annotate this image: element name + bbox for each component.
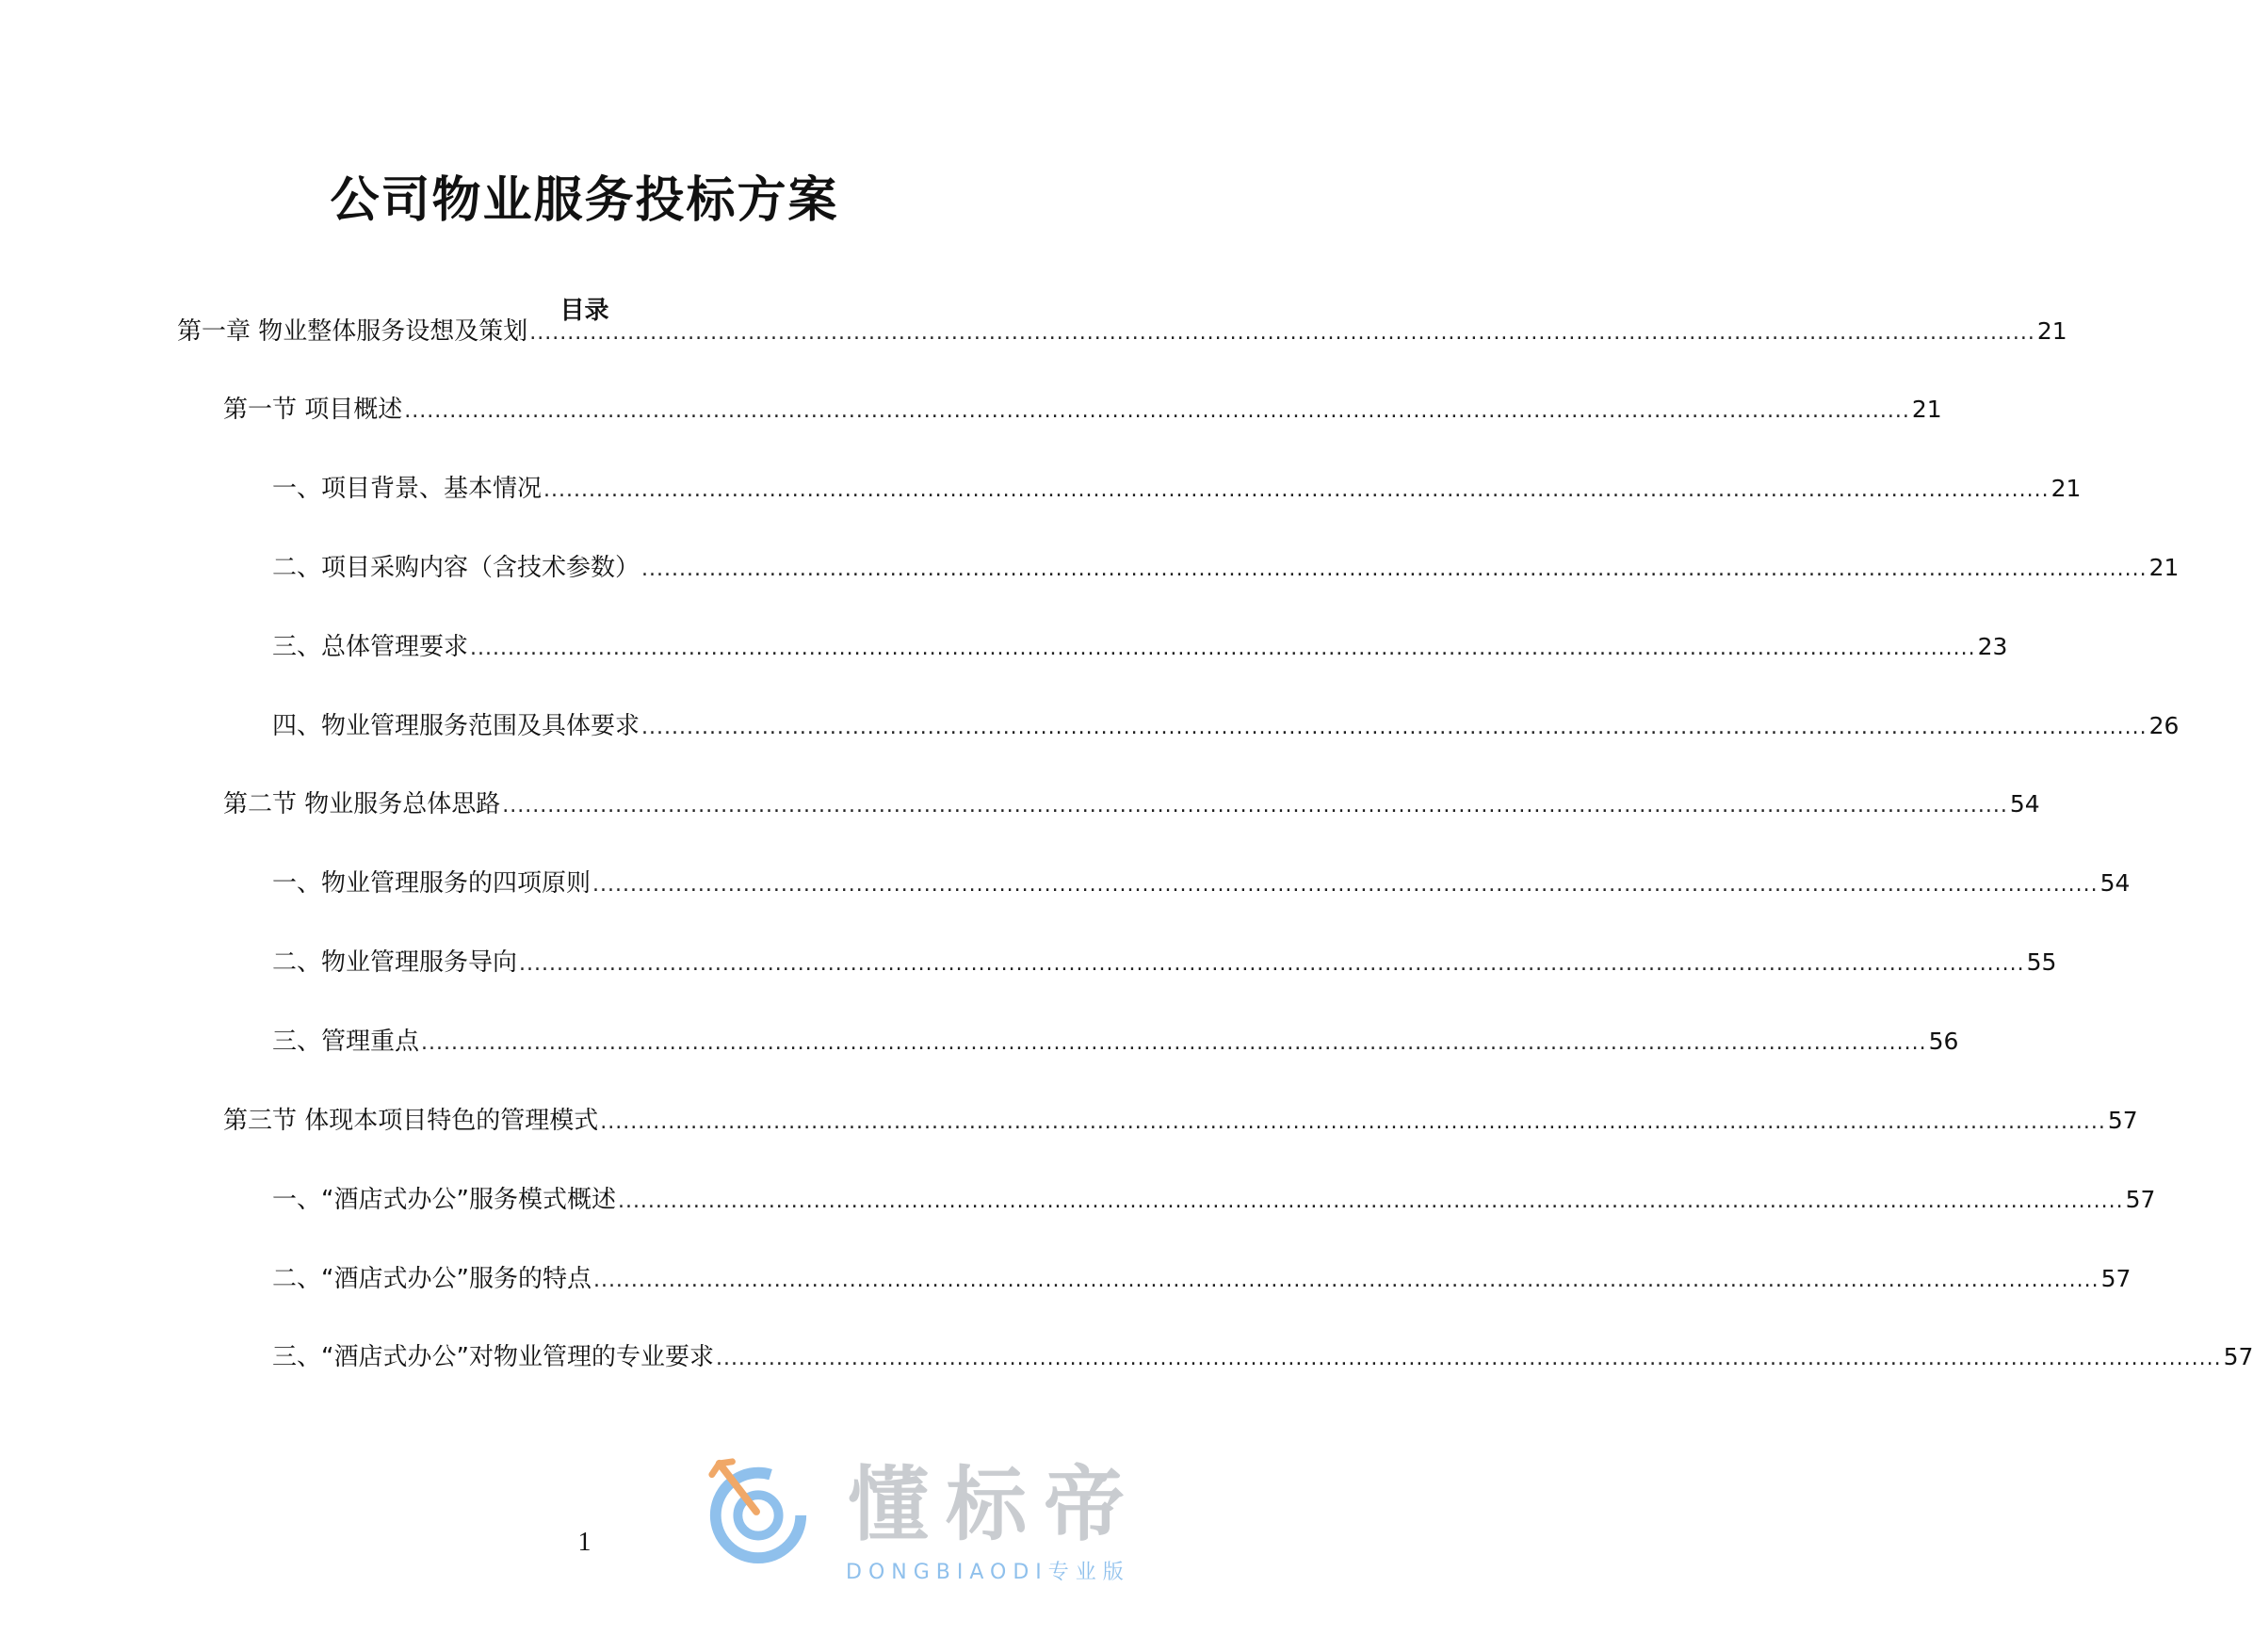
toc-leader: ........................................................................................................................................................................................................ xyxy=(543,478,2050,502)
toc-entry-label: 第一节 项目概述 xyxy=(223,396,403,424)
toc-entry-page: 21 xyxy=(2148,554,2180,581)
toc-leader: ........................................................................................................................................................................................................ xyxy=(421,1031,1927,1055)
toc-leader: ........................................................................................................................................................................................................ xyxy=(519,952,2025,976)
toc-leader: ........................................................................................................................................................................................................ xyxy=(641,716,2148,739)
toc-entry-page: 57 xyxy=(2107,1107,2138,1134)
toc-leader: ........................................................................................................................................................................................................ xyxy=(404,399,1910,423)
toc-entry-page: 21 xyxy=(2036,317,2067,345)
toc-leader: ........................................................................................................................................................................................................ xyxy=(600,1110,2106,1134)
toc-entry-label: 一、“酒店式办公”服务模式概述 xyxy=(272,1186,616,1214)
toc-entry-page: 57 xyxy=(2125,1186,2156,1213)
watermark-logo xyxy=(697,1447,1169,1652)
toc-leader: ........................................................................................................................................................................................................ xyxy=(617,1190,2124,1213)
toc-entry-label: 第三节 体现本项目特色的管理模式 xyxy=(223,1107,599,1135)
toc-entry-label: 二、项目采购内容（含技术参数） xyxy=(272,554,640,582)
toc-leader: ........................................................................................................................................................................................................ xyxy=(592,873,2099,897)
toc-leader: ........................................................................................................................................................................................................ xyxy=(502,794,2008,818)
toc-entry-page: 21 xyxy=(1911,396,1942,423)
toc-entry-page: 57 xyxy=(2100,1265,2131,1292)
toc-entry-page: 21 xyxy=(2050,475,2082,502)
toc-entry-label: 一、物业管理服务的四项原则 xyxy=(272,869,592,898)
document-title: 公司物业服务投标方案 xyxy=(330,172,839,229)
toc-entry-chapter[interactable] xyxy=(177,315,2067,348)
toc-entry-section[interactable] xyxy=(223,787,2040,821)
toc-entry-label: 二、物业管理服务导向 xyxy=(272,948,518,977)
page-number: 1 xyxy=(577,1528,592,1557)
toc-entry-subsection[interactable] xyxy=(272,946,2057,980)
toc-entry-label: 第一章 物业整体服务设想及策划 xyxy=(177,317,528,346)
toc-entry-subsection[interactable] xyxy=(272,709,2180,743)
toc-leader: ........................................................................................................................................................................................................ xyxy=(529,321,2035,345)
toc-entry-section[interactable] xyxy=(223,393,1942,427)
target-arrow-icon xyxy=(703,1454,814,1565)
watermark-subtext: DONGBIAODI专业版 xyxy=(846,1561,1130,1584)
toc-entry-subsection[interactable] xyxy=(272,1262,2131,1296)
toc-entry-page: 26 xyxy=(2148,712,2180,739)
toc-entry-section[interactable] xyxy=(223,1104,2138,1138)
toc-leader: ........................................................................................................................................................................................................ xyxy=(592,1269,2099,1292)
toc-entry-label: 二、“酒店式办公”服务的特点 xyxy=(272,1265,592,1293)
toc-entry-subsection[interactable] xyxy=(272,1025,1959,1059)
toc-entry-page: 56 xyxy=(1928,1028,1959,1055)
toc-entry-page: 54 xyxy=(2009,790,2040,818)
toc-entry-label: 三、总体管理要求 xyxy=(272,633,469,661)
toc-entry-subsection[interactable] xyxy=(272,1340,2253,1374)
watermark-brand: 懂标帝 xyxy=(848,1458,1142,1552)
toc-entry-label: 一、项目背景、基本情况 xyxy=(272,475,543,503)
toc-heading: 目录 xyxy=(559,297,609,325)
toc-entry-page: 23 xyxy=(1977,633,2008,660)
toc-entry-subsection[interactable] xyxy=(272,630,2008,664)
toc-entry-subsection[interactable] xyxy=(272,551,2180,585)
toc-leader: ........................................................................................................................................................................................................ xyxy=(715,1347,2222,1370)
toc-entry-page: 57 xyxy=(2223,1343,2253,1370)
toc-leader: ........................................................................................................................................................................................................ xyxy=(470,637,1976,660)
toc-leader: ........................................................................................................................................................................................................ xyxy=(641,558,2148,581)
toc-entry-label: 第二节 物业服务总体思路 xyxy=(223,790,501,818)
toc-entry-subsection[interactable] xyxy=(272,472,2082,506)
toc-entry-label: 三、“酒店式办公”对物业管理的专业要求 xyxy=(272,1343,714,1371)
toc-entry-page: 54 xyxy=(2099,869,2131,897)
toc-entry-label: 四、物业管理服务范围及具体要求 xyxy=(272,712,640,740)
toc-entry-page: 55 xyxy=(2026,948,2057,976)
toc-entry-label: 三、管理重点 xyxy=(272,1028,420,1056)
toc-entry-subsection[interactable] xyxy=(272,866,2131,900)
toc-entry-subsection[interactable] xyxy=(272,1183,2156,1217)
